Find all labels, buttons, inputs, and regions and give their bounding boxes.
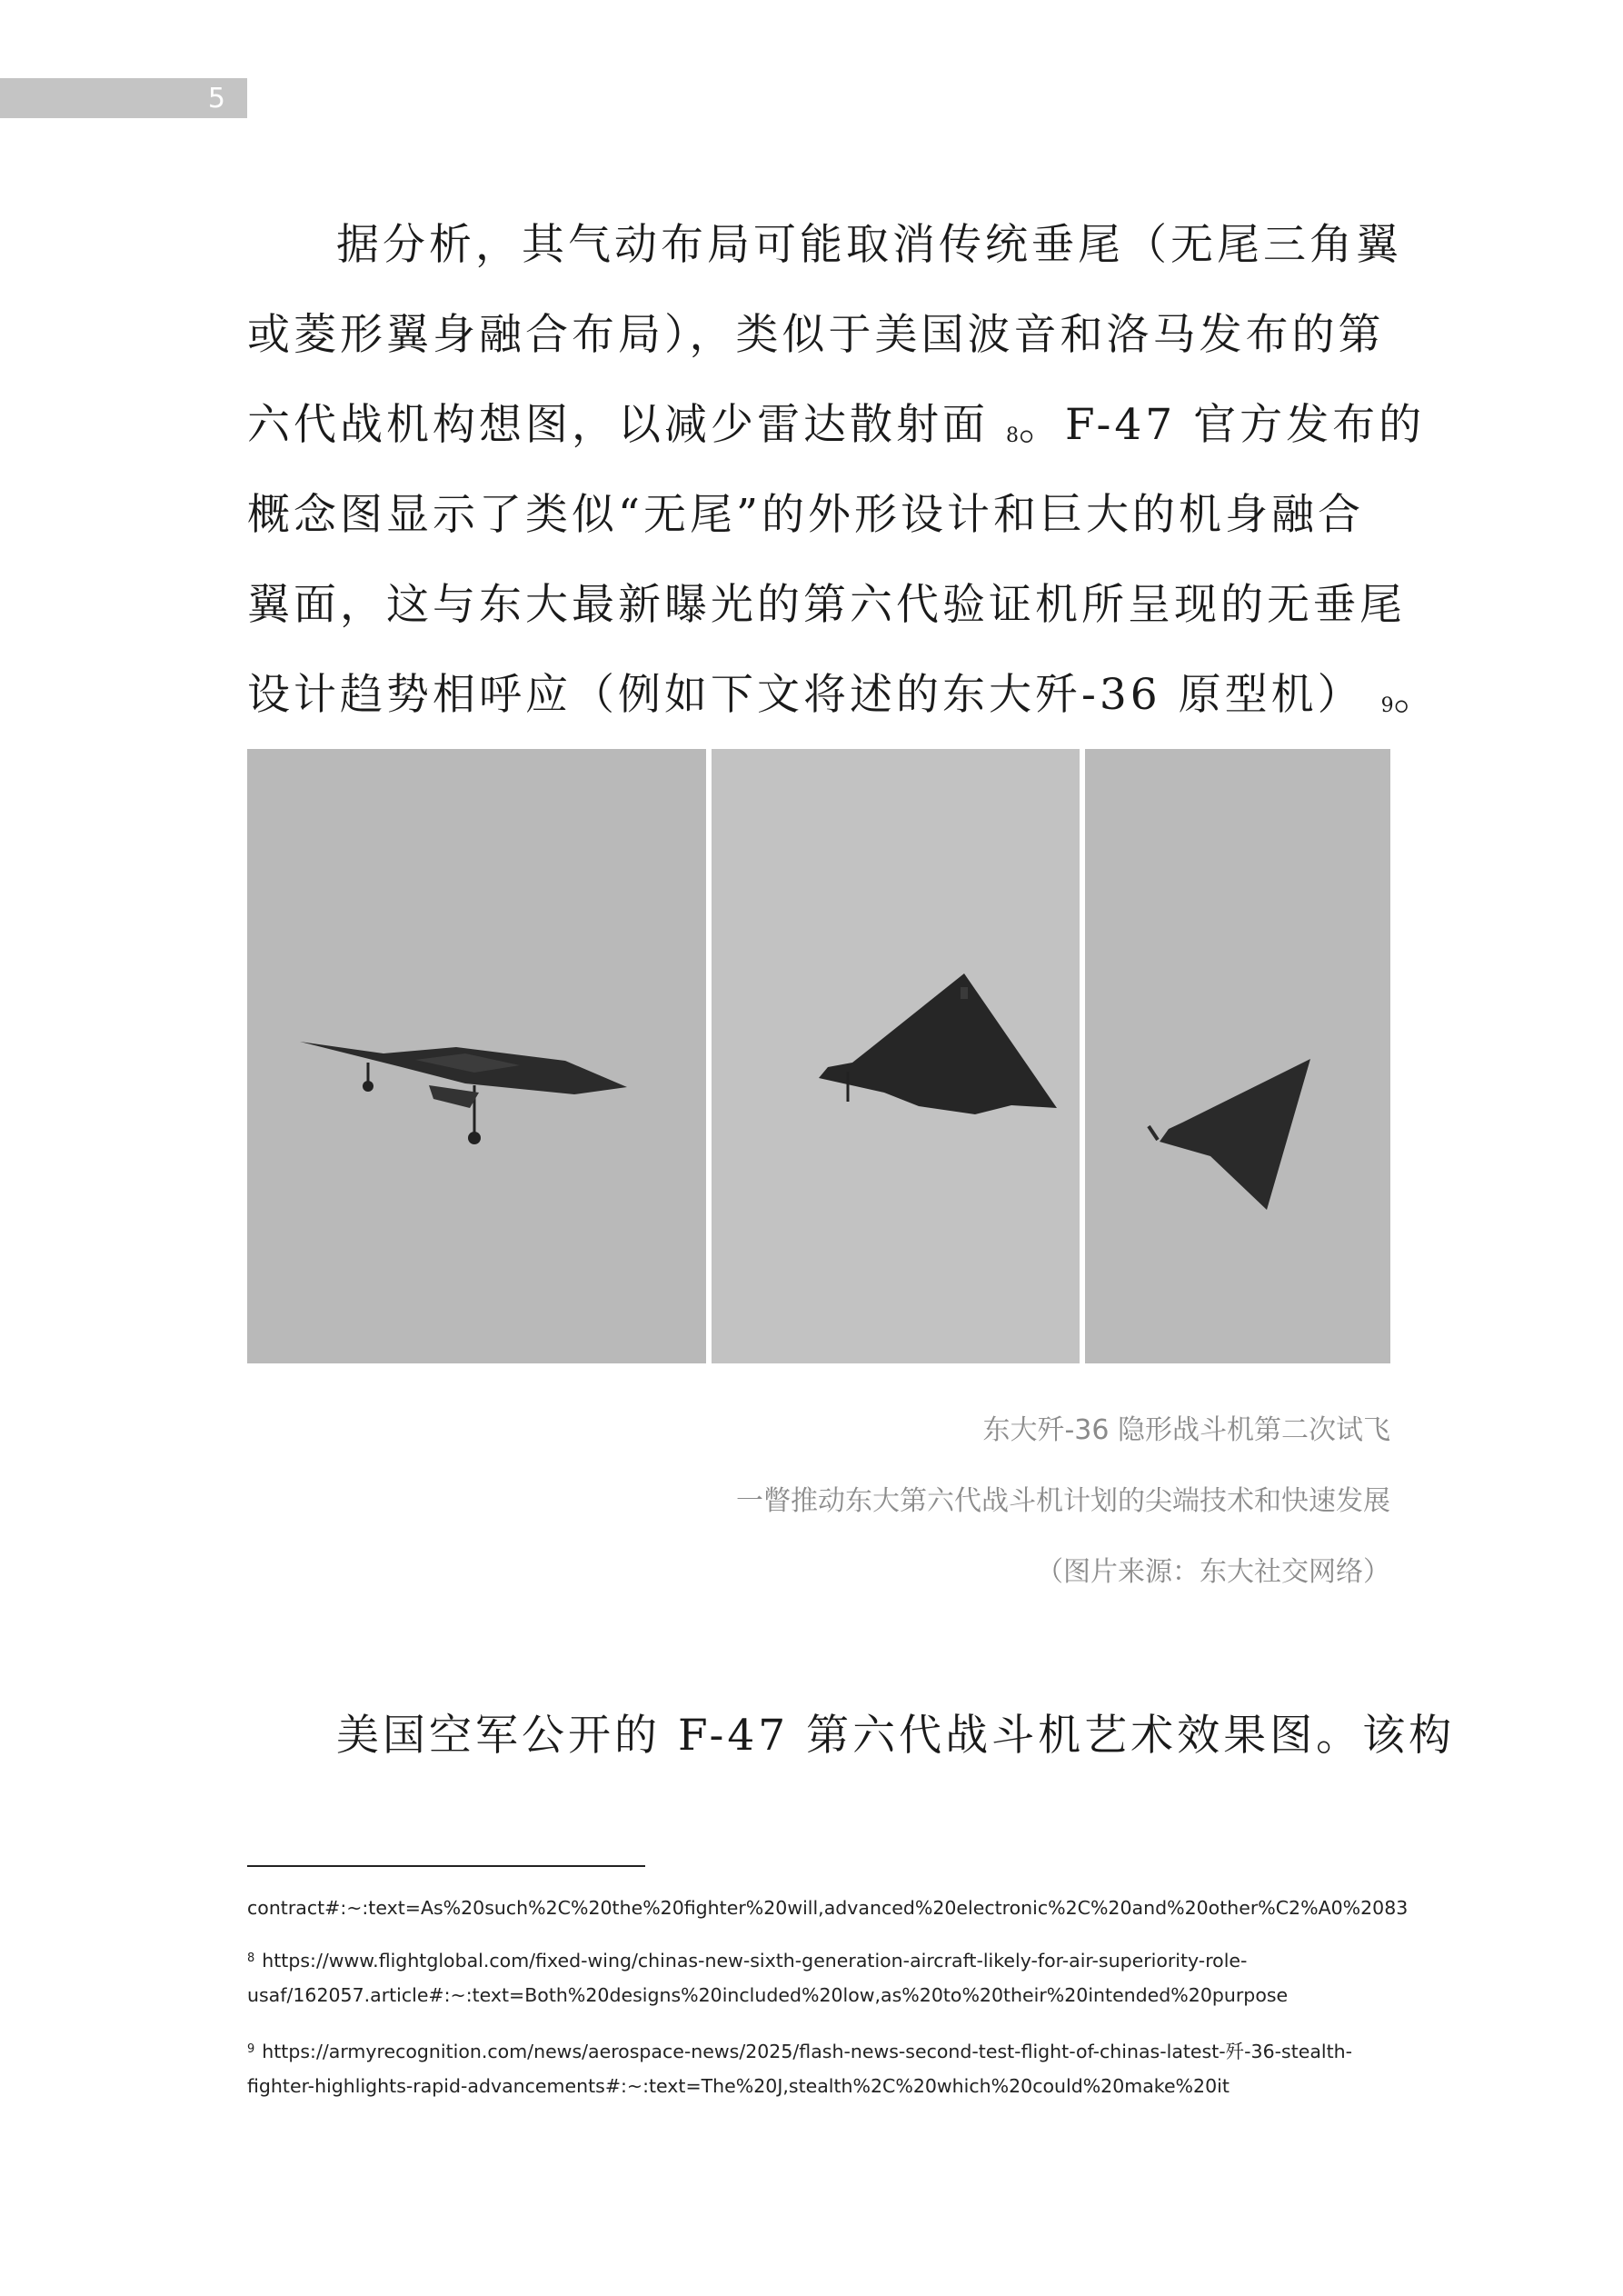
- page-number-tab: [0, 78, 247, 118]
- paragraph-1-line-3-tail: 。F-47 官方发布的: [1018, 400, 1426, 450]
- footnote-9: [247, 2034, 1392, 2103]
- footnote-8-url-part-1[interactable]: https://www.flightglobal.com/fixed-wing/chinas-new-sixth-generation-aircraft-likely-for-air-superiority-role-: [262, 1950, 1248, 1972]
- paragraph-1-line-6-tail: 。: [1393, 670, 1440, 720]
- aircraft-banking-silhouette: [1085, 749, 1390, 1363]
- footnote-separator: [247, 1865, 645, 1867]
- paragraph-1-line-4: 概念图显示了类似“无尾”的外形设计和巨大的机身融合: [247, 490, 1365, 540]
- figure-caption-line-2: 一瞥推动东大第六代战斗机计划的尖端技术和快速发展: [736, 1485, 1390, 1517]
- footnote-ref-9[interactable]: 9: [1380, 694, 1394, 717]
- photo-underside-view: [712, 749, 1080, 1363]
- footnote-continuation: [247, 1891, 1409, 1925]
- figure-caption-source: （图片来源：东大社交网络）: [1036, 1556, 1390, 1588]
- footnote-9-url-part-2[interactable]: fighter-highlights-rapid-advancements#:~:text=The%20J,stealth%2C%20which%20could%20make%20it: [247, 2075, 1230, 2097]
- paragraph-2-line-1: 美国空军公开的 F-47 第六代战斗机艺术效果图。该构: [336, 1711, 1456, 1761]
- footnote-8-mark: 8: [247, 1952, 255, 1965]
- footnote-9-line-1: [247, 2034, 1392, 2069]
- footnote-9-url-part-1[interactable]: https://armyrecognition.com/news/aerospace-news/2025/flash-news-second-test-flight-of-chinas-latest-歼-36-stealth-: [262, 2041, 1353, 2062]
- paragraph-1: [247, 200, 1440, 740]
- figure-photo-strip: [247, 749, 1390, 1363]
- paragraph-1-line-1: 据分析，其气动布局可能取消传统垂尾（无尾三角翼: [336, 220, 1402, 270]
- paragraph-1-line-3: [247, 380, 1426, 470]
- footnote-ref-8[interactable]: 8: [1005, 424, 1019, 447]
- paragraph-1-line-5: 翼面，这与东大最新曝光的第六代验证机所呈现的无垂尾: [247, 580, 1406, 630]
- photo-banking-view: [1085, 749, 1390, 1363]
- paragraph-1-line-2: 或菱形翼身融合布局），类似于美国波音和洛马发布的第: [247, 310, 1385, 360]
- paragraph-1-line-6: [247, 650, 1440, 740]
- paragraph-1-line-6-text: 设计趋势相呼应（例如下文将述的东大歼-36 原型机）: [247, 670, 1364, 720]
- paragraph-1-line-3-text: 六代战机构想图，以减少雷达散射面: [247, 400, 989, 450]
- footnote-continuation-text[interactable]: contract#:~:text=As%20such%2C%20the%20fighter%20will,advanced%20electronic%2C%20and%20other%C2%A0%2083: [247, 1897, 1409, 1919]
- footnote-9-mark: 9: [247, 2042, 255, 2056]
- footnote-8-url-part-2[interactable]: usaf/162057.article#:~:text=Both%20designs%20included%20low,as%20to%20their%20intended%20purpose: [247, 1984, 1289, 2006]
- paragraph-2: [247, 1691, 1456, 1781]
- footnote-8: [247, 1943, 1392, 2012]
- aircraft-side-silhouette: [247, 749, 706, 1363]
- photo-side-view: [247, 749, 706, 1363]
- footnote-8-line-1: [247, 1943, 1392, 1978]
- figure-caption-line-1: 东大歼-36 隐形战斗机第二次试飞: [982, 1414, 1390, 1446]
- aircraft-underside-silhouette: [712, 749, 1080, 1363]
- page-number: 5: [207, 82, 225, 115]
